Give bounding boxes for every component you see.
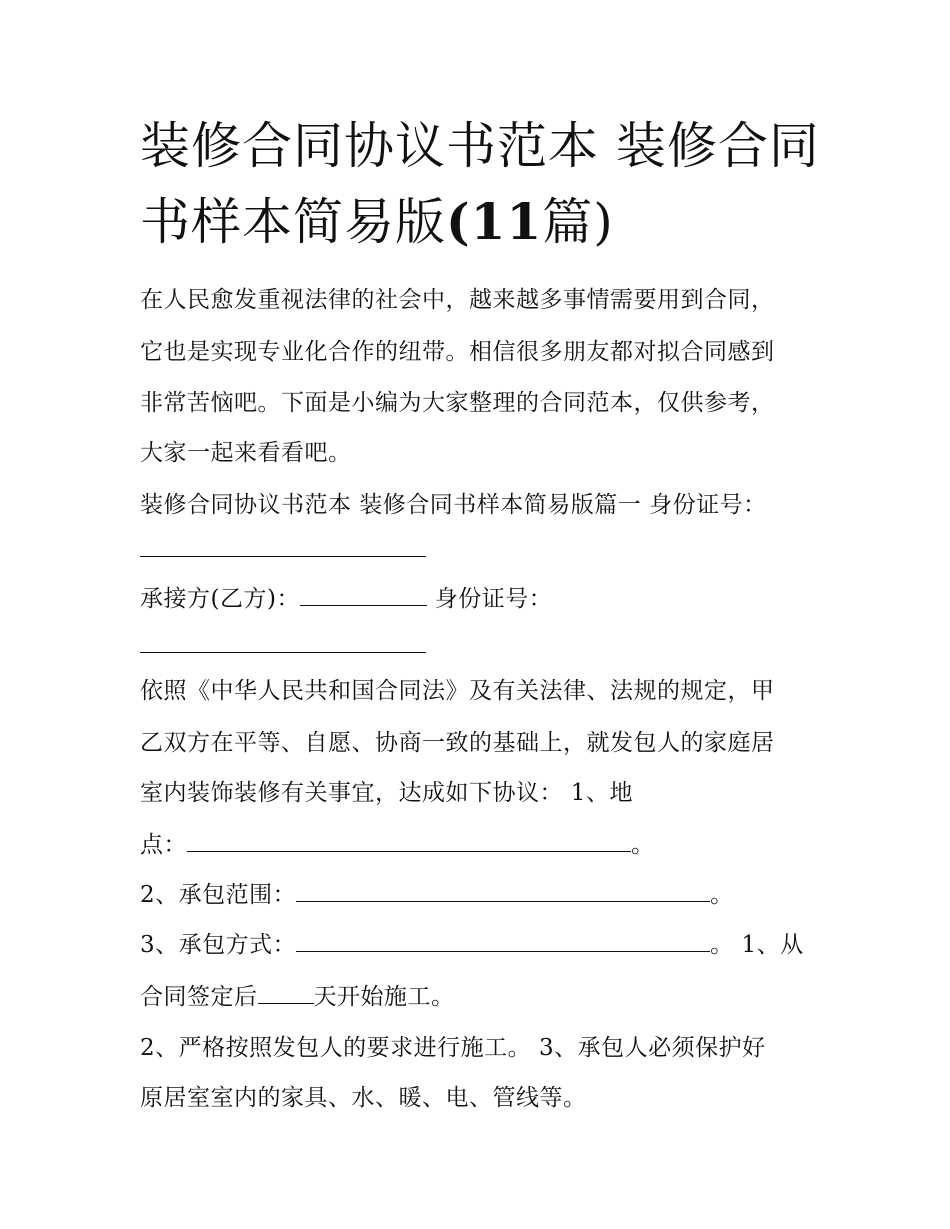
rule-line-2: 原居室室内的家具、水、暖、电、管线等。 bbox=[140, 1085, 587, 1111]
start-days-blank bbox=[258, 981, 314, 1004]
contractor-name-blank bbox=[300, 583, 427, 606]
location-end: 。 bbox=[631, 832, 655, 858]
scope-line bbox=[140, 878, 734, 912]
scope-end: 。 bbox=[710, 882, 734, 908]
section-1-heading: 装修合同协议书范本 装修合同书样本简易版篇一 身份证号： bbox=[140, 492, 767, 518]
document-title bbox=[140, 108, 840, 260]
intro-line-2: 它也是实现专业化合作的纽带。相信很多朋友都对拟合同感到 bbox=[140, 339, 775, 365]
intro-line-4: 大家一起来看看吧。 bbox=[140, 440, 352, 466]
title-line-2-number: (11 bbox=[446, 192, 543, 251]
start-prefix: 合同签定后 bbox=[140, 984, 258, 1010]
intro-line-1: 在人民愈发重视法律的社会中，越来越多事情需要用到合同， bbox=[140, 287, 775, 313]
method-blank bbox=[296, 929, 710, 952]
intro-line-3: 非常苦恼吧。下面是小编为大家整理的合同范本，仅供参考， bbox=[140, 390, 775, 416]
agreement-line-1: 依照《中华人民共和国合同法》及有关法律、法规的规定，甲 bbox=[140, 678, 775, 704]
location-line bbox=[140, 828, 655, 862]
id-number-blank-2 bbox=[140, 651, 426, 653]
agreement-line-3: 室内装饰装修有关事宜，达成如下协议： 1、地 bbox=[140, 780, 633, 806]
method-end: 。 1、从 bbox=[710, 932, 804, 958]
contractor-line bbox=[140, 582, 552, 616]
contractor-id-label: 身份证号： bbox=[434, 586, 553, 612]
title-line-2-text: 书样本简易版 bbox=[140, 193, 446, 251]
title-line-2-suffix: 篇) bbox=[542, 193, 614, 251]
agreement-line-2: 乙双方在平等、自愿、协商一致的基础上，就发包人的家庭居 bbox=[140, 730, 775, 756]
method-label: 3、承包方式： bbox=[140, 932, 297, 958]
contractor-label: 承接方(乙方)： bbox=[140, 586, 300, 612]
scope-blank bbox=[296, 879, 710, 902]
title-line-1: 装修合同协议书范本 装修合同 bbox=[140, 117, 820, 175]
location-blank bbox=[187, 829, 631, 852]
rule-line-1: 2、严格按照发包人的要求进行施工。 3、承包人必须保护好 bbox=[140, 1035, 766, 1061]
id-number-blank-1 bbox=[140, 555, 426, 557]
start-suffix: 天开始施工。 bbox=[313, 984, 455, 1010]
title-line-2 bbox=[140, 193, 614, 251]
method-line bbox=[140, 928, 804, 962]
location-label: 点： bbox=[140, 832, 187, 858]
start-line bbox=[140, 980, 455, 1014]
scope-label: 2、承包范围： bbox=[140, 882, 297, 908]
